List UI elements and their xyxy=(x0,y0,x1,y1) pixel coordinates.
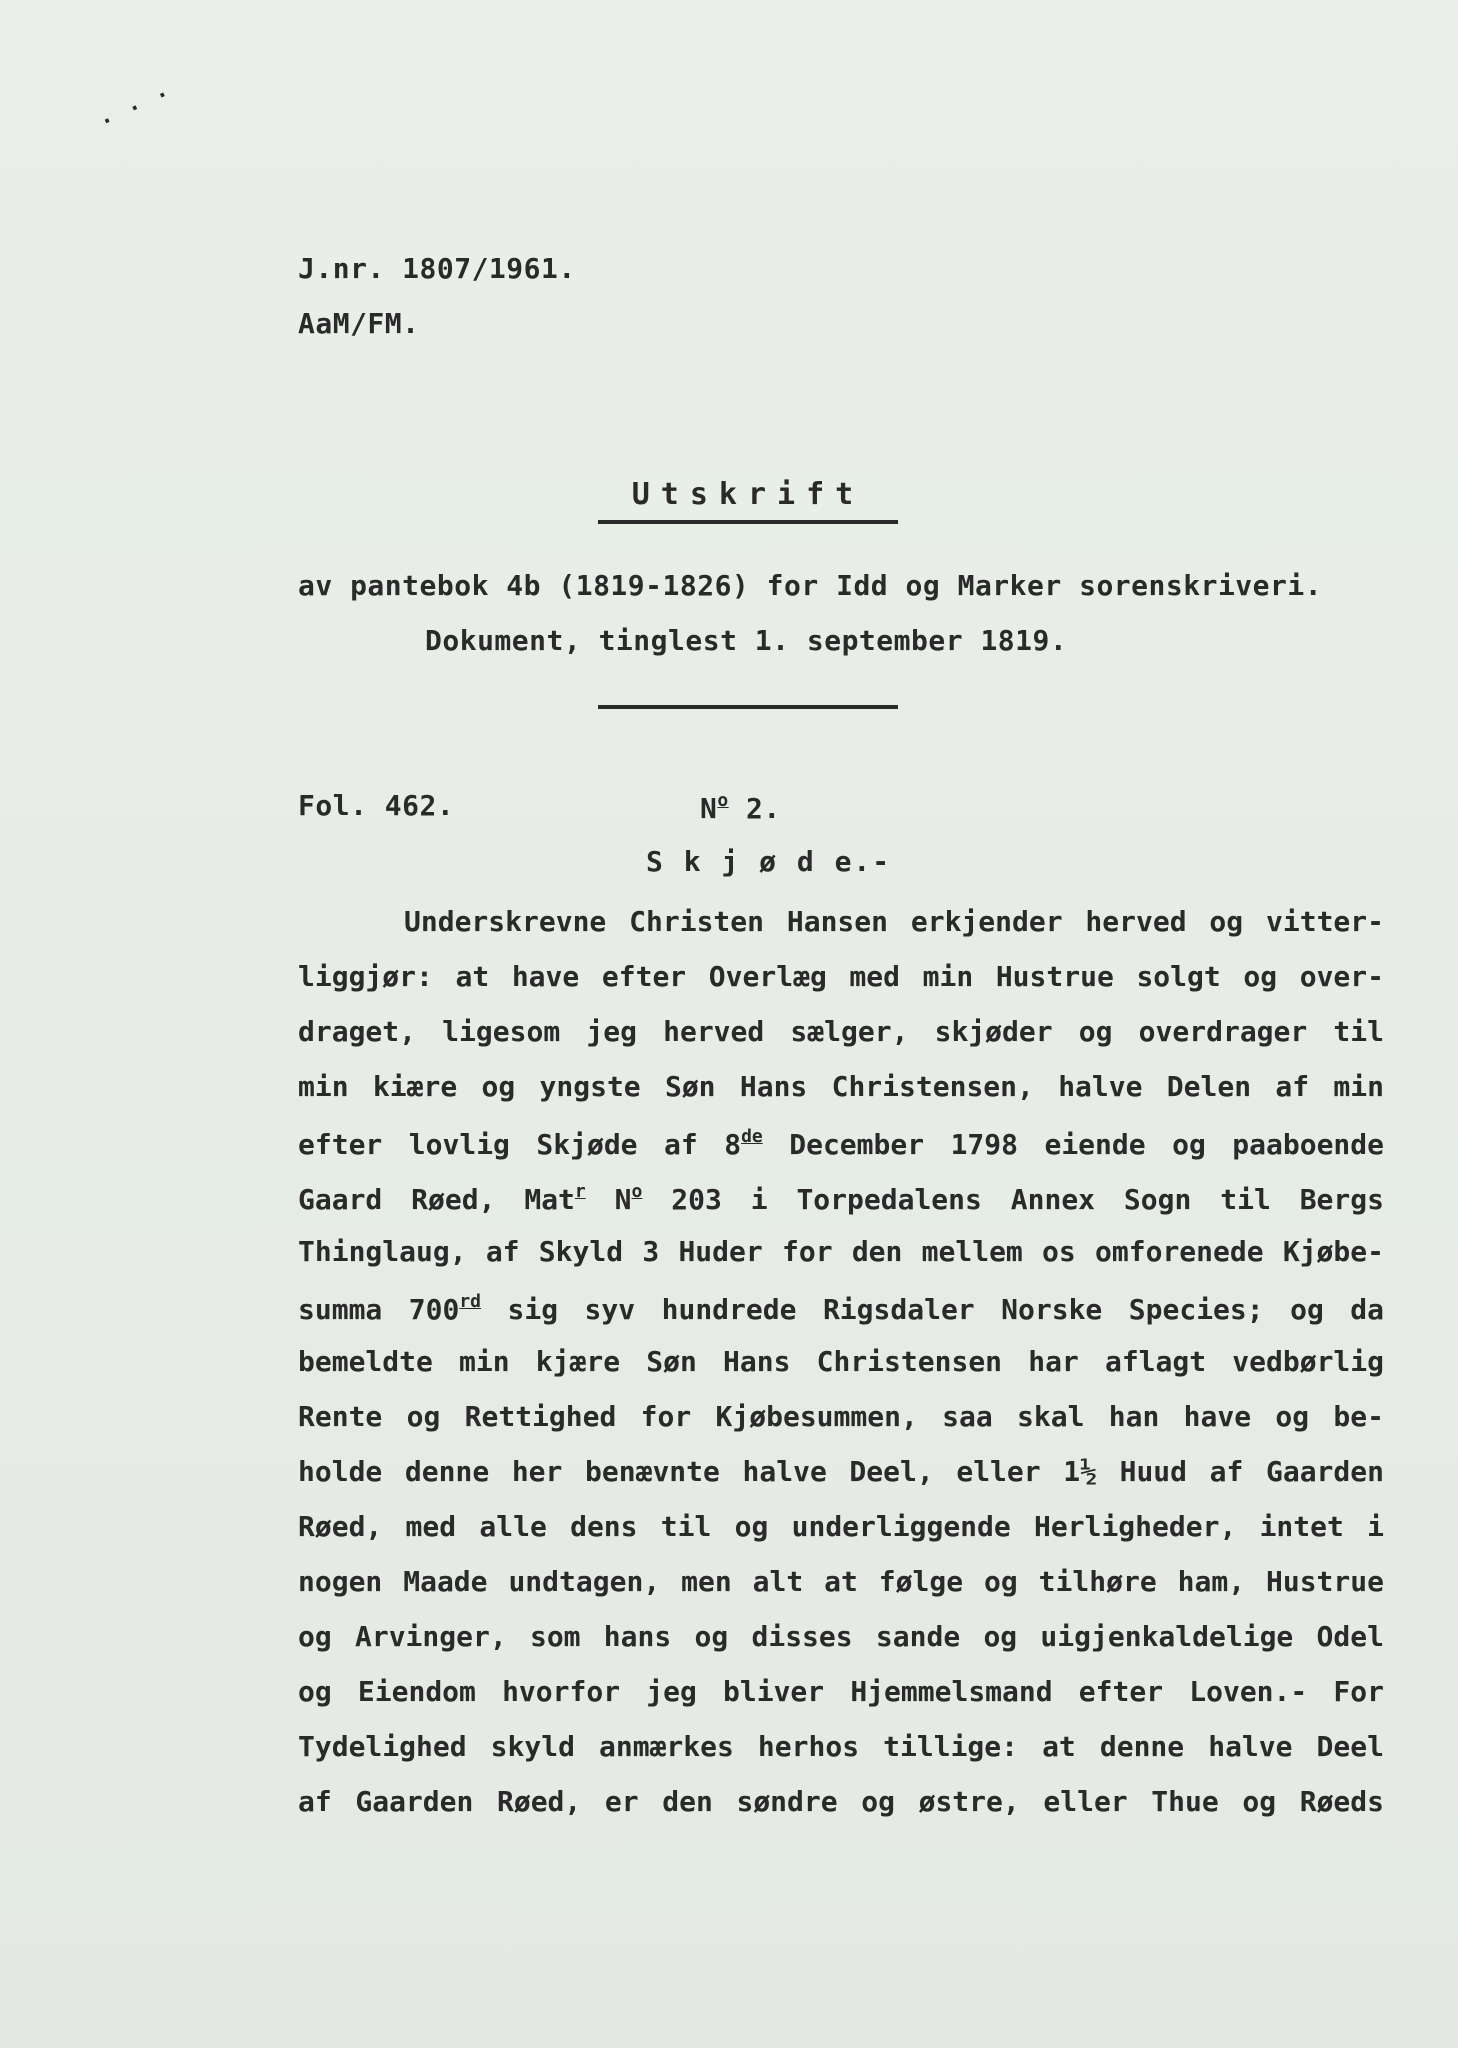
body-line: summa 700rd sig syv hundrede Rigsdaler Norske Species; og da xyxy=(298,1291,1385,1326)
body-line: efter lovlig Skjøde af 8de December 1798 eiende og paaboende xyxy=(298,1126,1385,1161)
body-line: nogen Maade undtagen, men alt at følge og tilhøre ham, Hustrue xyxy=(298,1565,1384,1598)
body-line: holde denne her benævnte halve Deel, eller 1½ Huud af Gaarden xyxy=(298,1455,1384,1488)
body-line: draget, ligesom jeg herved sælger, skjøder og overdrager til xyxy=(298,1015,1384,1048)
body-line: af Gaarden Røed, er den søndre og østre, eller Thue og Røeds xyxy=(298,1785,1384,1818)
document-heading: Utskrift xyxy=(631,477,865,512)
folio: Fol. 462. xyxy=(298,789,455,822)
body-line: Røed, med alle dens til og underliggende Herligheder, intet i xyxy=(298,1510,1384,1543)
body-line: Tydelighed skyld anmærkes herhos tillige: at denne halve Deel xyxy=(298,1730,1384,1763)
initials: AaM/FM. xyxy=(298,307,420,340)
body-line: liggjør: at have efter Overlæg med min Hustrue solgt og over- xyxy=(298,960,1384,993)
ink-specks: · · · xyxy=(96,81,176,136)
body-line: Thinglaug, af Skyld 3 Huder for den mellem os omforenede Kjøbe- xyxy=(298,1235,1384,1268)
heading-underline xyxy=(598,520,898,524)
body-line: og Arvinger, som hans og disses sande og uigjenkaldelige Odel xyxy=(298,1620,1384,1653)
body-line: Gaard Røed, Mat$^r$ $N^o$ 203 i Torpedalens Annex Sogn til Bergs xyxy=(298,1181,1384,1216)
registration-line: Dokument, tinglest 1. september 1819. xyxy=(425,624,1068,657)
source-line: av pantebok 4b (1819-1826) for Idd og Marker sorenskriveri. xyxy=(298,569,1323,602)
entry-number: $N^o$ 2. xyxy=(700,790,781,825)
separator-rule xyxy=(598,705,898,709)
deed-title: S k j ø d e.- xyxy=(646,845,892,878)
body-line: Rente og Rettighed for Kjøbesummen, saa skal han have og be- xyxy=(298,1400,1384,1433)
body-line: og Eiendom hvorfor jeg bliver Hjemmelsmand efter Loven.- For xyxy=(298,1675,1384,1708)
body-line: Underskrevne Christen Hansen erkjender herved og vitter- xyxy=(404,905,1384,938)
journal-number: J.nr. 1807/1961. xyxy=(298,252,576,285)
body-line: bemeldte min kjære Søn Hans Christensen har aflagt vedbørlig xyxy=(298,1345,1384,1378)
body-line: min kiære og yngste Søn Hans Christensen, halve Delen af min xyxy=(298,1070,1384,1103)
